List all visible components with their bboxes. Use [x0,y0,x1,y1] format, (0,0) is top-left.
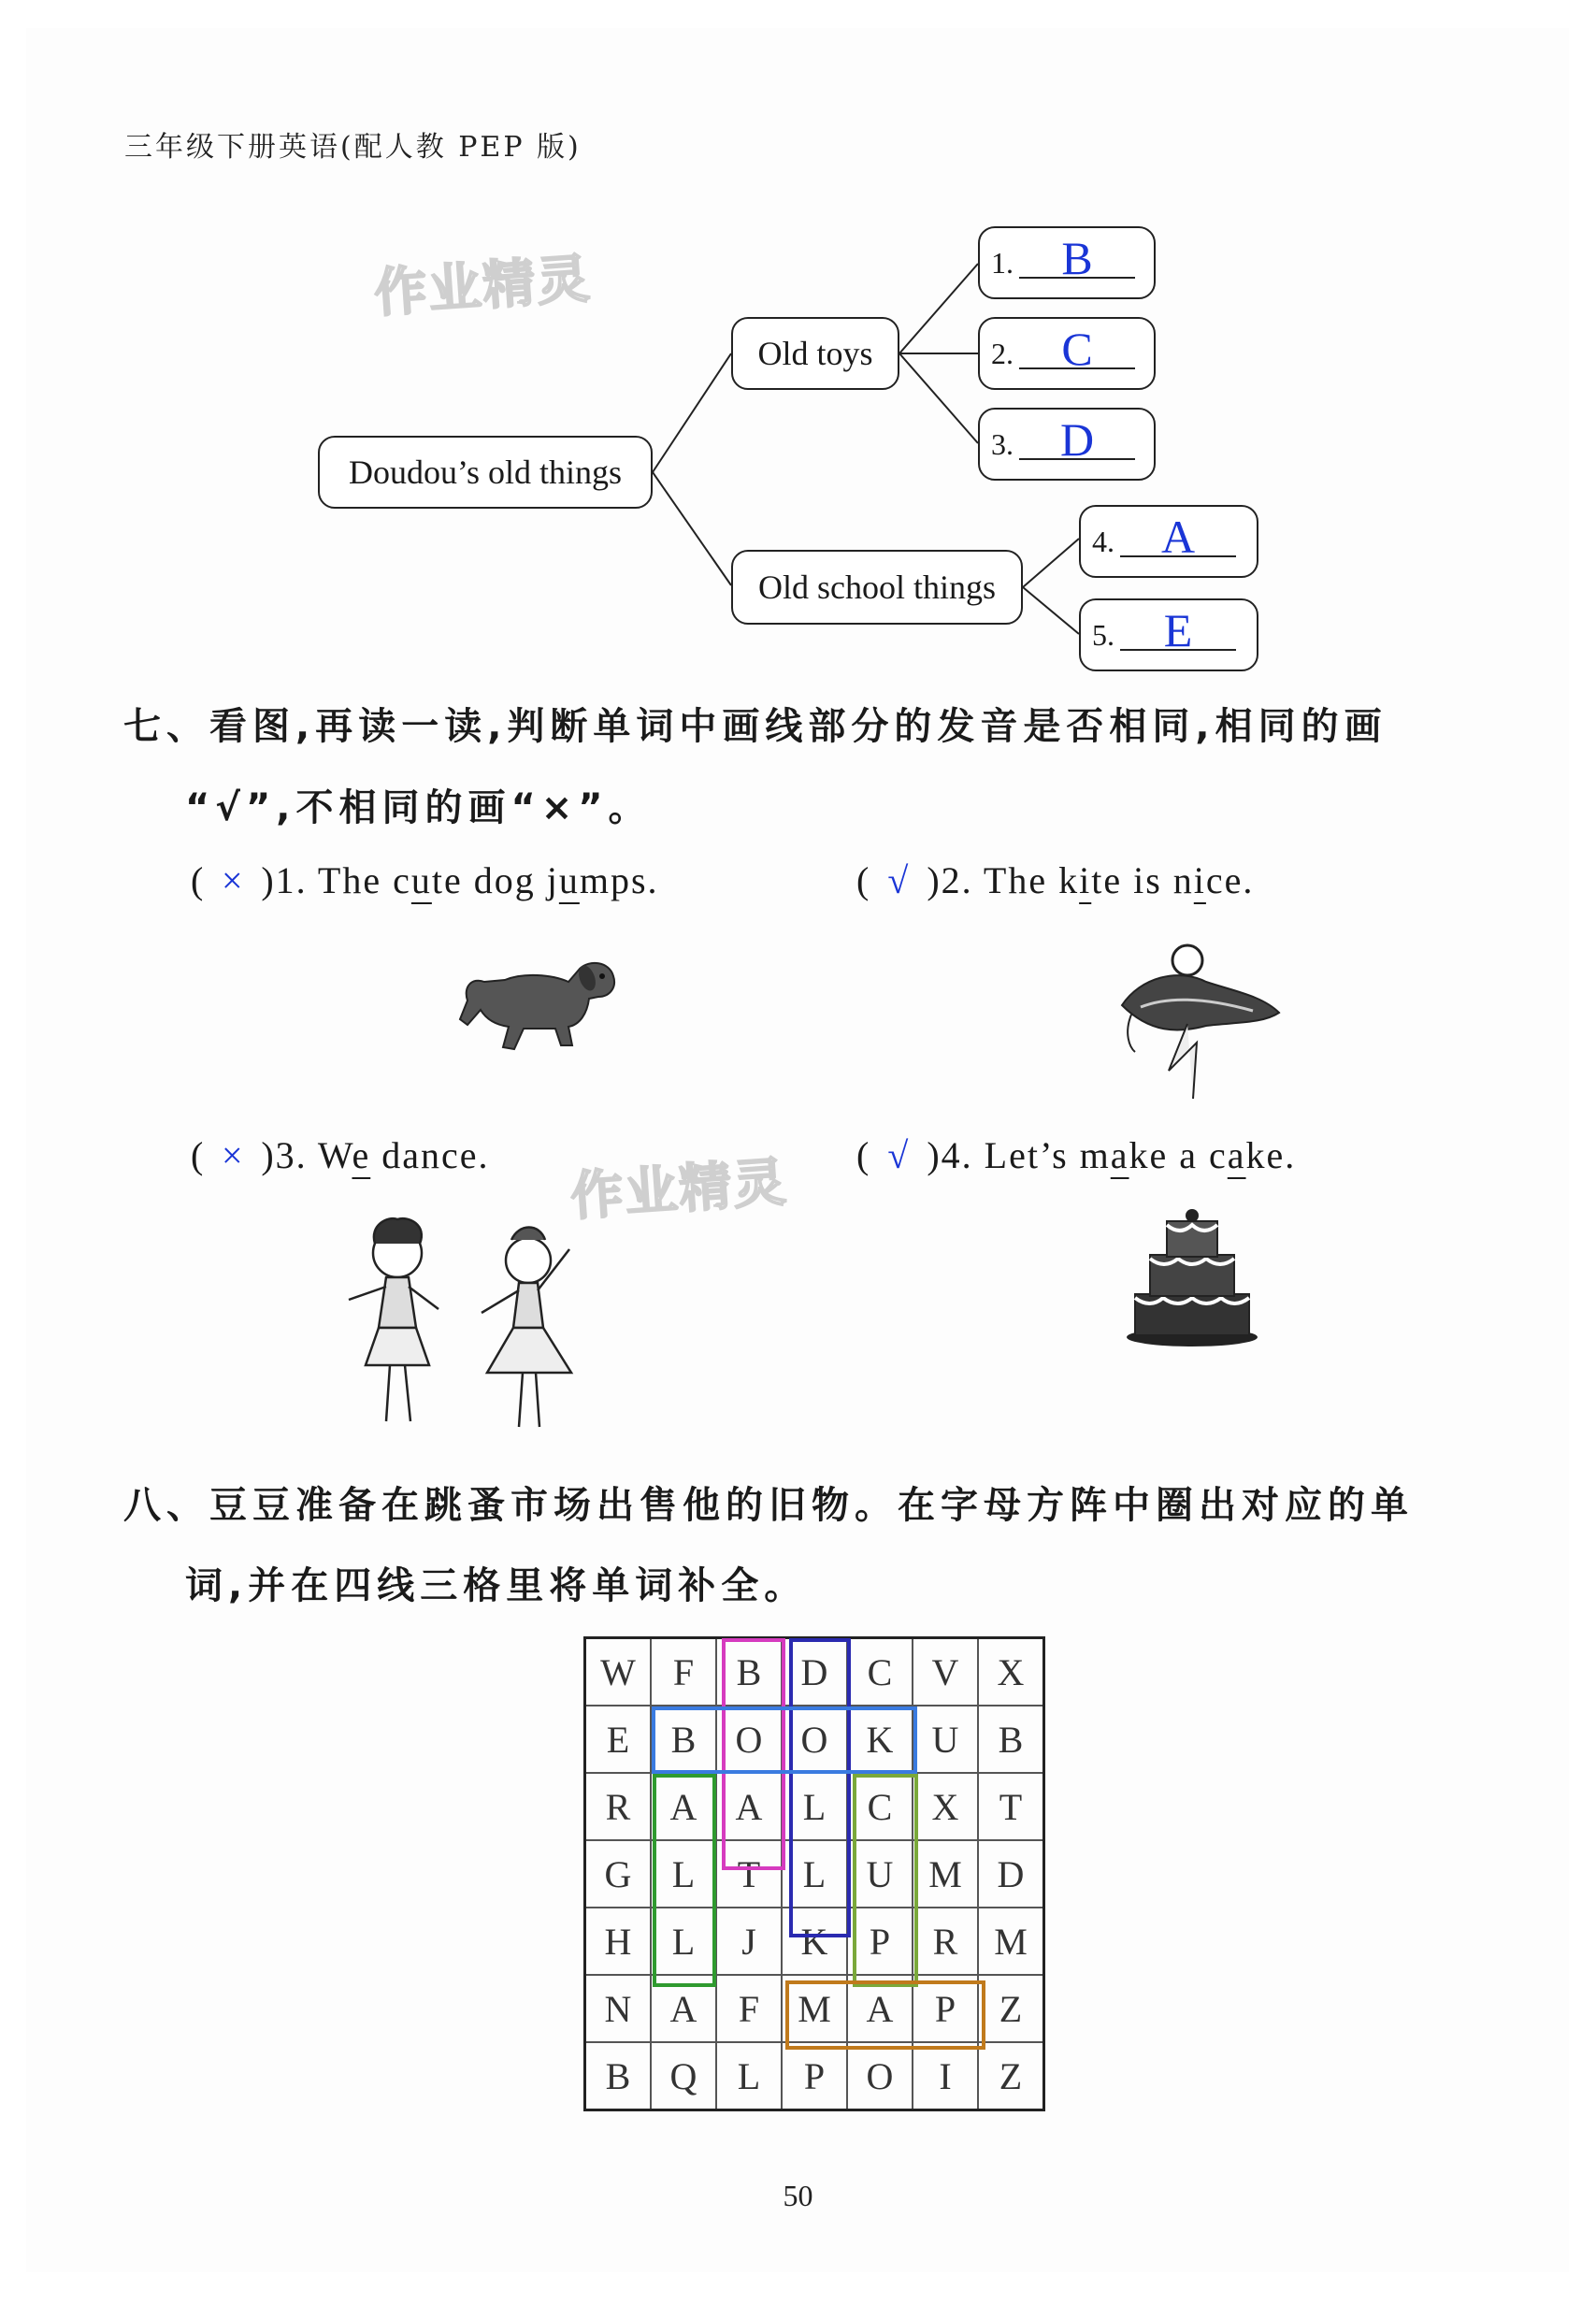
grid-row [585,1773,1044,1840]
answer-letter: B [1061,232,1093,284]
grid-cell[interactable]: F [716,1975,782,2042]
answer-blank[interactable] [1019,232,1135,284]
question-text: )2. The k [927,859,1080,901]
question-3 [191,1133,490,1177]
grid-row [585,1840,1044,1908]
grid-cell[interactable]: K [782,1908,847,1975]
underlined-letter: a [1110,1134,1129,1176]
answer-box-2 [978,317,1156,390]
grid-cell[interactable]: G [585,1840,652,1908]
question-text: dance. [370,1134,490,1176]
grid-cell[interactable]: Z [978,2042,1044,2110]
grid-cell[interactable]: B [651,1706,716,1773]
check-mark[interactable]: √ [887,859,911,901]
grid-cell[interactable]: K [847,1706,913,1773]
question-text: ke. [1245,1134,1297,1176]
paren-open: ( [856,859,871,901]
grid-cell[interactable]: D [782,1638,847,1706]
grid-cell[interactable]: T [978,1773,1044,1840]
grid-cell[interactable]: H [585,1908,652,1975]
answer-blank[interactable] [1019,323,1135,375]
section7-title-line1: 七、看图,再读一读,判断单词中画线部分的发音是否相同,相同的画 [123,705,1388,748]
grid-cell[interactable]: R [585,1773,652,1840]
grid-cell[interactable]: X [978,1638,1044,1706]
grid-cell[interactable]: A [651,1773,716,1840]
answer-letter: C [1061,323,1093,375]
answer-number: 1. [991,245,1014,280]
mindmap-branch-old-school-things: Old school things [731,550,1023,625]
page-number: 50 [783,2179,813,2212]
grid-cell[interactable]: I [913,2042,978,2110]
section8-title-line1: 八、豆豆准备在跳蚤市场出售他的旧物。在字母方阵中圈出对应的单 [123,1484,1414,1527]
grid-cell[interactable]: O [782,1706,847,1773]
answer-box-1 [978,226,1156,299]
section7-title-line2: “√”,不相同的画“×”。 [185,786,652,829]
grid-row [585,1638,1044,1706]
grid-cell[interactable]: C [847,1638,913,1706]
question-text: )4. Let’s m [927,1134,1111,1176]
question-text: )3. W [261,1134,352,1176]
answer-box-3 [978,408,1156,481]
answer-blank[interactable] [1120,511,1236,563]
grid-cell[interactable]: L [651,1908,716,1975]
underlined-letter: i [1193,859,1206,901]
paren-open: ( [191,1134,206,1176]
mindmap-branch-old-toys: Old toys [731,317,899,390]
grid-cell[interactable]: Z [978,1975,1044,2042]
grid-cell[interactable]: O [716,1706,782,1773]
underlined-letter: e [352,1134,371,1176]
grid-cell[interactable]: L [782,1773,847,1840]
grid-row [585,1908,1044,1975]
question-text: )1. The c [261,859,411,901]
question-4 [856,1133,1296,1177]
grid-cell[interactable]: N [585,1975,652,2042]
watermark: 作业精灵 [372,248,594,325]
grid-cell[interactable]: M [913,1840,978,1908]
grid-cell[interactable]: W [585,1638,652,1706]
grid-cell[interactable]: A [651,1975,716,2042]
question-text: te is n [1091,859,1194,901]
cross-mark[interactable]: × [222,1134,245,1176]
grid-cell[interactable]: J [716,1908,782,1975]
underlined-letter: u [558,859,580,901]
grid-cell[interactable]: T [716,1840,782,1908]
question-text: te dog j [431,859,559,901]
grid-cell[interactable]: B [585,2042,652,2110]
answer-number: 3. [991,426,1014,461]
grid-row [585,1975,1044,2042]
grid-cell[interactable]: U [913,1706,978,1773]
grid-cell[interactable]: B [978,1706,1044,1773]
answer-letter: D [1059,413,1095,466]
cake-picture [1122,1206,1262,1346]
grid-cell[interactable]: P [782,2042,847,2110]
grid-cell[interactable]: A [716,1773,782,1840]
question-2 [856,858,1254,902]
grid-cell[interactable]: P [847,1908,913,1975]
grid-cell[interactable]: O [847,2042,913,2110]
cross-mark[interactable]: × [222,859,245,901]
header-title: 三年级下册英语(配人教 PEP 版) [124,131,582,164]
dog-picture [449,935,617,1066]
grid-cell[interactable]: C [847,1773,913,1840]
answer-letter: E [1163,604,1193,656]
dancing-girls-picture [341,1216,603,1440]
grid-cell[interactable]: V [913,1638,978,1706]
grid-row [585,1706,1044,1773]
question-text: mps. [579,859,659,901]
grid-cell[interactable]: F [651,1638,716,1706]
check-mark[interactable]: √ [887,1134,911,1176]
answer-box-4 [1079,505,1258,578]
grid-cell[interactable]: E [585,1706,652,1773]
grid-cell[interactable]: A [847,1975,913,2042]
question-text: ke a c [1129,1134,1228,1176]
letter-grid [583,1636,1045,2111]
question-1 [191,858,659,902]
grid-cell[interactable]: L [716,2042,782,2110]
answer-letter: A [1160,511,1196,563]
grid-cell[interactable]: P [913,1975,978,2042]
answer-number: 2. [991,336,1014,370]
grid-row [585,2042,1044,2110]
underlined-letter: i [1079,859,1092,901]
grid-cell[interactable]: D [978,1840,1044,1908]
grid-cell[interactable]: M [978,1908,1044,1975]
paren-open: ( [856,1134,871,1176]
grid-cell[interactable]: L [651,1840,716,1908]
grid-cell[interactable]: R [913,1908,978,1975]
watermark: 作业精灵 [568,1151,790,1229]
underlined-letter: u [410,859,432,901]
answer-blank[interactable] [1019,413,1135,466]
answer-box-5 [1079,598,1258,671]
mindmap-root: Doudou’s old things [318,436,653,509]
grid-cell[interactable]: X [913,1773,978,1840]
answer-blank[interactable] [1120,604,1236,656]
question-text: ce. [1205,859,1255,901]
grid-cell[interactable]: L [782,1840,847,1908]
section8-title-line2: 词,并在四线三格里将单词补全。 [185,1564,808,1607]
paren-open: ( [191,859,206,901]
grid-cell[interactable]: M [782,1975,847,2042]
grid-cell[interactable]: B [716,1638,782,1706]
kite-picture [1103,940,1290,1103]
grid-cell[interactable]: Q [651,2042,716,2110]
answer-number: 4. [1092,524,1114,558]
answer-number: 5. [1092,617,1114,652]
underlined-letter: a [1227,1134,1246,1176]
grid-cell[interactable]: U [847,1840,913,1908]
